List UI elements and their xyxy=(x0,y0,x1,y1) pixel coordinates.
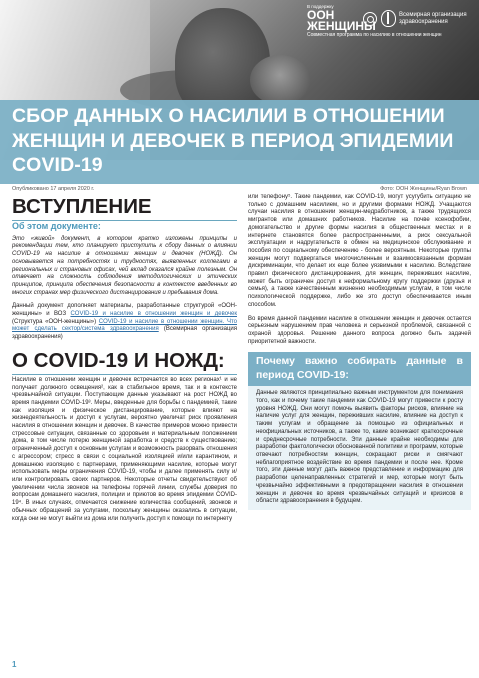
un-women-name-line-1: ООН xyxy=(307,8,335,22)
link-covid-vawg[interactable]: COVID-19 и насилие в отношении женщин и девочек xyxy=(70,311,237,318)
covid-paragraph: Насилие в отношении женщин и девочек встречается во всех регионах¹ и не получает должного освещения², как в стабильное время, так и в контексте чрезвычайной ситуации. Поступающие данные указывают на рост НОЖД во время пандемии COVID-19³. Меры, введенные для борьбы с пандемией, такие как изоляция и физическое дистанцирование, которые влияют на жизнедеятельность и доступ к услугам, вероятно увеличат риск проявления насилия в отношении женщин и девочек. В качестве примеров можно привести стрессовые ситуации, связанные со здоровьем и материальным положением дома, в том числе потерю женщиной заработка и средств к существованию; ограниченный доступ к основным услугам и возможность разорвать отношения с агрессором; стресс в связи с социальной изоляцией и/или карантином, и домашнюю изоляцию с партнерами, применяющими насилие, которые могут использовать меры ограничения COVID-19, чтобы и далее применять силу и/или контролировать своих партнеров. Некоторые отчеты свидетельствуют об увеличении числа звонков на телефоны горячей линии, службы доверия по вопросам домашнего насилия, полиции и приютов во время эпидемии COVID-19⁴. В иных случаях, отмечается снижение количества сообщений, звонков и обычных обращений за услугами, поскольку женщины оказались в ситуации, когда они не могут выйти из дома или получить доступ к помощи по интернету xyxy=(12,376,237,522)
who-emblem-icon xyxy=(381,10,396,27)
right-column xyxy=(248,194,471,510)
intro-resources-text-c: (Всемирная организация здравоохранения) xyxy=(12,326,237,341)
un-women-small-text: В поддержку xyxy=(307,4,334,9)
left-column xyxy=(12,194,237,529)
intro-resources-text-b: (Структура «ООН-женщины») xyxy=(12,318,97,325)
title-band xyxy=(0,100,479,184)
intro-heading: ВСТУПЛЕНИЕ xyxy=(12,194,237,221)
un-emblem-icon xyxy=(363,12,377,26)
right-paragraph-1: или телефону⁵. Такие пандемии, как COVID-19, могут усугубить ситуацию не только с домашним насилием, но и другими формами НОЖД. Учащаются случаи насилия в отношении женщин-медработников, а также трудящихся мигрантов или домашних работников. Насилие на почве ксенофобии, домогательство и другие формы насилия в общественных местах и в интернете становятся более распространенными, а риск сексуальной эксплуатации и надругательств в обмен на медицинское обслуживание и пособия по социальному обеспечению - более вероятным. Некоторые группы женщин могут подвергаться многочисленным и взаимосвязанным формам дискриминации, что делает их еще более уязвимыми к насилию. Вследствие правил физического дистанцирования, для женщин, переживших насилие, может быть ограничен доступ к неформальному кругу поддержки (друзья и семья), а также качественным жизненно необходимым услугам, в том числе психологической поддержке, либо же это доступ обеспечивается иным способом. xyxy=(248,194,471,308)
who-name: Всемирная организация здравоохранения xyxy=(399,12,467,25)
intro-resources-paragraph xyxy=(12,303,237,342)
joint-programme-caption: Совместная программа по насилию в отношении женщин xyxy=(307,32,442,38)
why-data-paragraph: Данные являются принципиально важным инструментом для понимания того, как и почему такие пандемии как COVID-19 могут привести к росту уровня НОЖД. Они могут помочь выявить факторы рисков, влияние на наличие услуг для женщин, переживших насилие, влияние на доступ к таким услугам и обращение за помощью из официальных и неофициальных источников, а также то, какие возникают краткосрочные и среднесрочные потребности. Эти данные крайне необходимы для разработки фактологически обоснованной политики и программ, которые отвечают потребностям женщин, сокращают риски и смягчают неблагоприятное воздействие во время пандемии и после нее. Кроме того, эти данные могут дать важное представление и информацию для разработки целенаправленных стратегий и мер, которые могут быть чрезвычайно эффективными в предотвращении насилия в отношении женщин и девочек во время чрезвычайных ситуаций и кризисов в области здравоохранения в будущем. xyxy=(256,390,463,505)
logo-block xyxy=(307,4,475,52)
page-number: 1 xyxy=(12,660,17,669)
page-title: СБОР ДАННЫХ О НАСИЛИИ В ОТНОШЕНИИ ЖЕНЩИН И ДЕВОЧЕК В ПЕРИОД ЭПИДЕМИИ COVID-19 xyxy=(12,105,454,176)
photo-credit: Фото: ООН Женщины/Ryan Brown xyxy=(380,186,467,192)
why-data-heading: Почему важно собирать данные в период COVID-19: xyxy=(248,352,471,386)
intro-subheading: Об этом документе: xyxy=(12,221,101,231)
link-covid-health-sector[interactable]: COVID-19 и насилие в отношении женщин. Что может сделать сектор/система здравоохранения xyxy=(12,318,237,333)
right-paragraph-2: Во время данной пандемии насилие в отношении женщин и девочек остается серьезным нарушением прав человека и серьезной проблемой, связанной с охраной здоровья. Решение данного вопроса должно быть задачей приоритетной важности. xyxy=(248,315,471,345)
photo-hand xyxy=(250,55,310,105)
why-data-box xyxy=(248,352,471,510)
un-women-name-line-2: ЖЕНЩИНЫ xyxy=(307,19,376,33)
intro-resources-text-a: Данный документ дополняет материалы, разработанные структурой «ООН-женщины» и ВОЗ xyxy=(12,303,237,318)
published-date: Опубликовано 17 апреля 2020 г. xyxy=(12,186,95,192)
intro-italic-paragraph: Это «живой» документ, в котором кратко изложены принципы и рекомендации тем, кто планирует приступить к сбору данных о влиянии COVID-19 на насилие в отношении женщин и девочек (НОЖД). Он основывается на потребностях и трудностях, выявленных коллегами в региональных и страновых офисах, чей вклад оказался крайне полезным. Он отвечает на сложность соблюдения методологических и этических принципов, принципа обеспечения безопасности в контексте введенных во многих странах мер физического дистанцирования и пребывания дома. xyxy=(12,235,237,296)
intro-italic-block xyxy=(12,236,237,298)
covid-heading: О COVID-19 И НОЖД: xyxy=(12,348,237,375)
